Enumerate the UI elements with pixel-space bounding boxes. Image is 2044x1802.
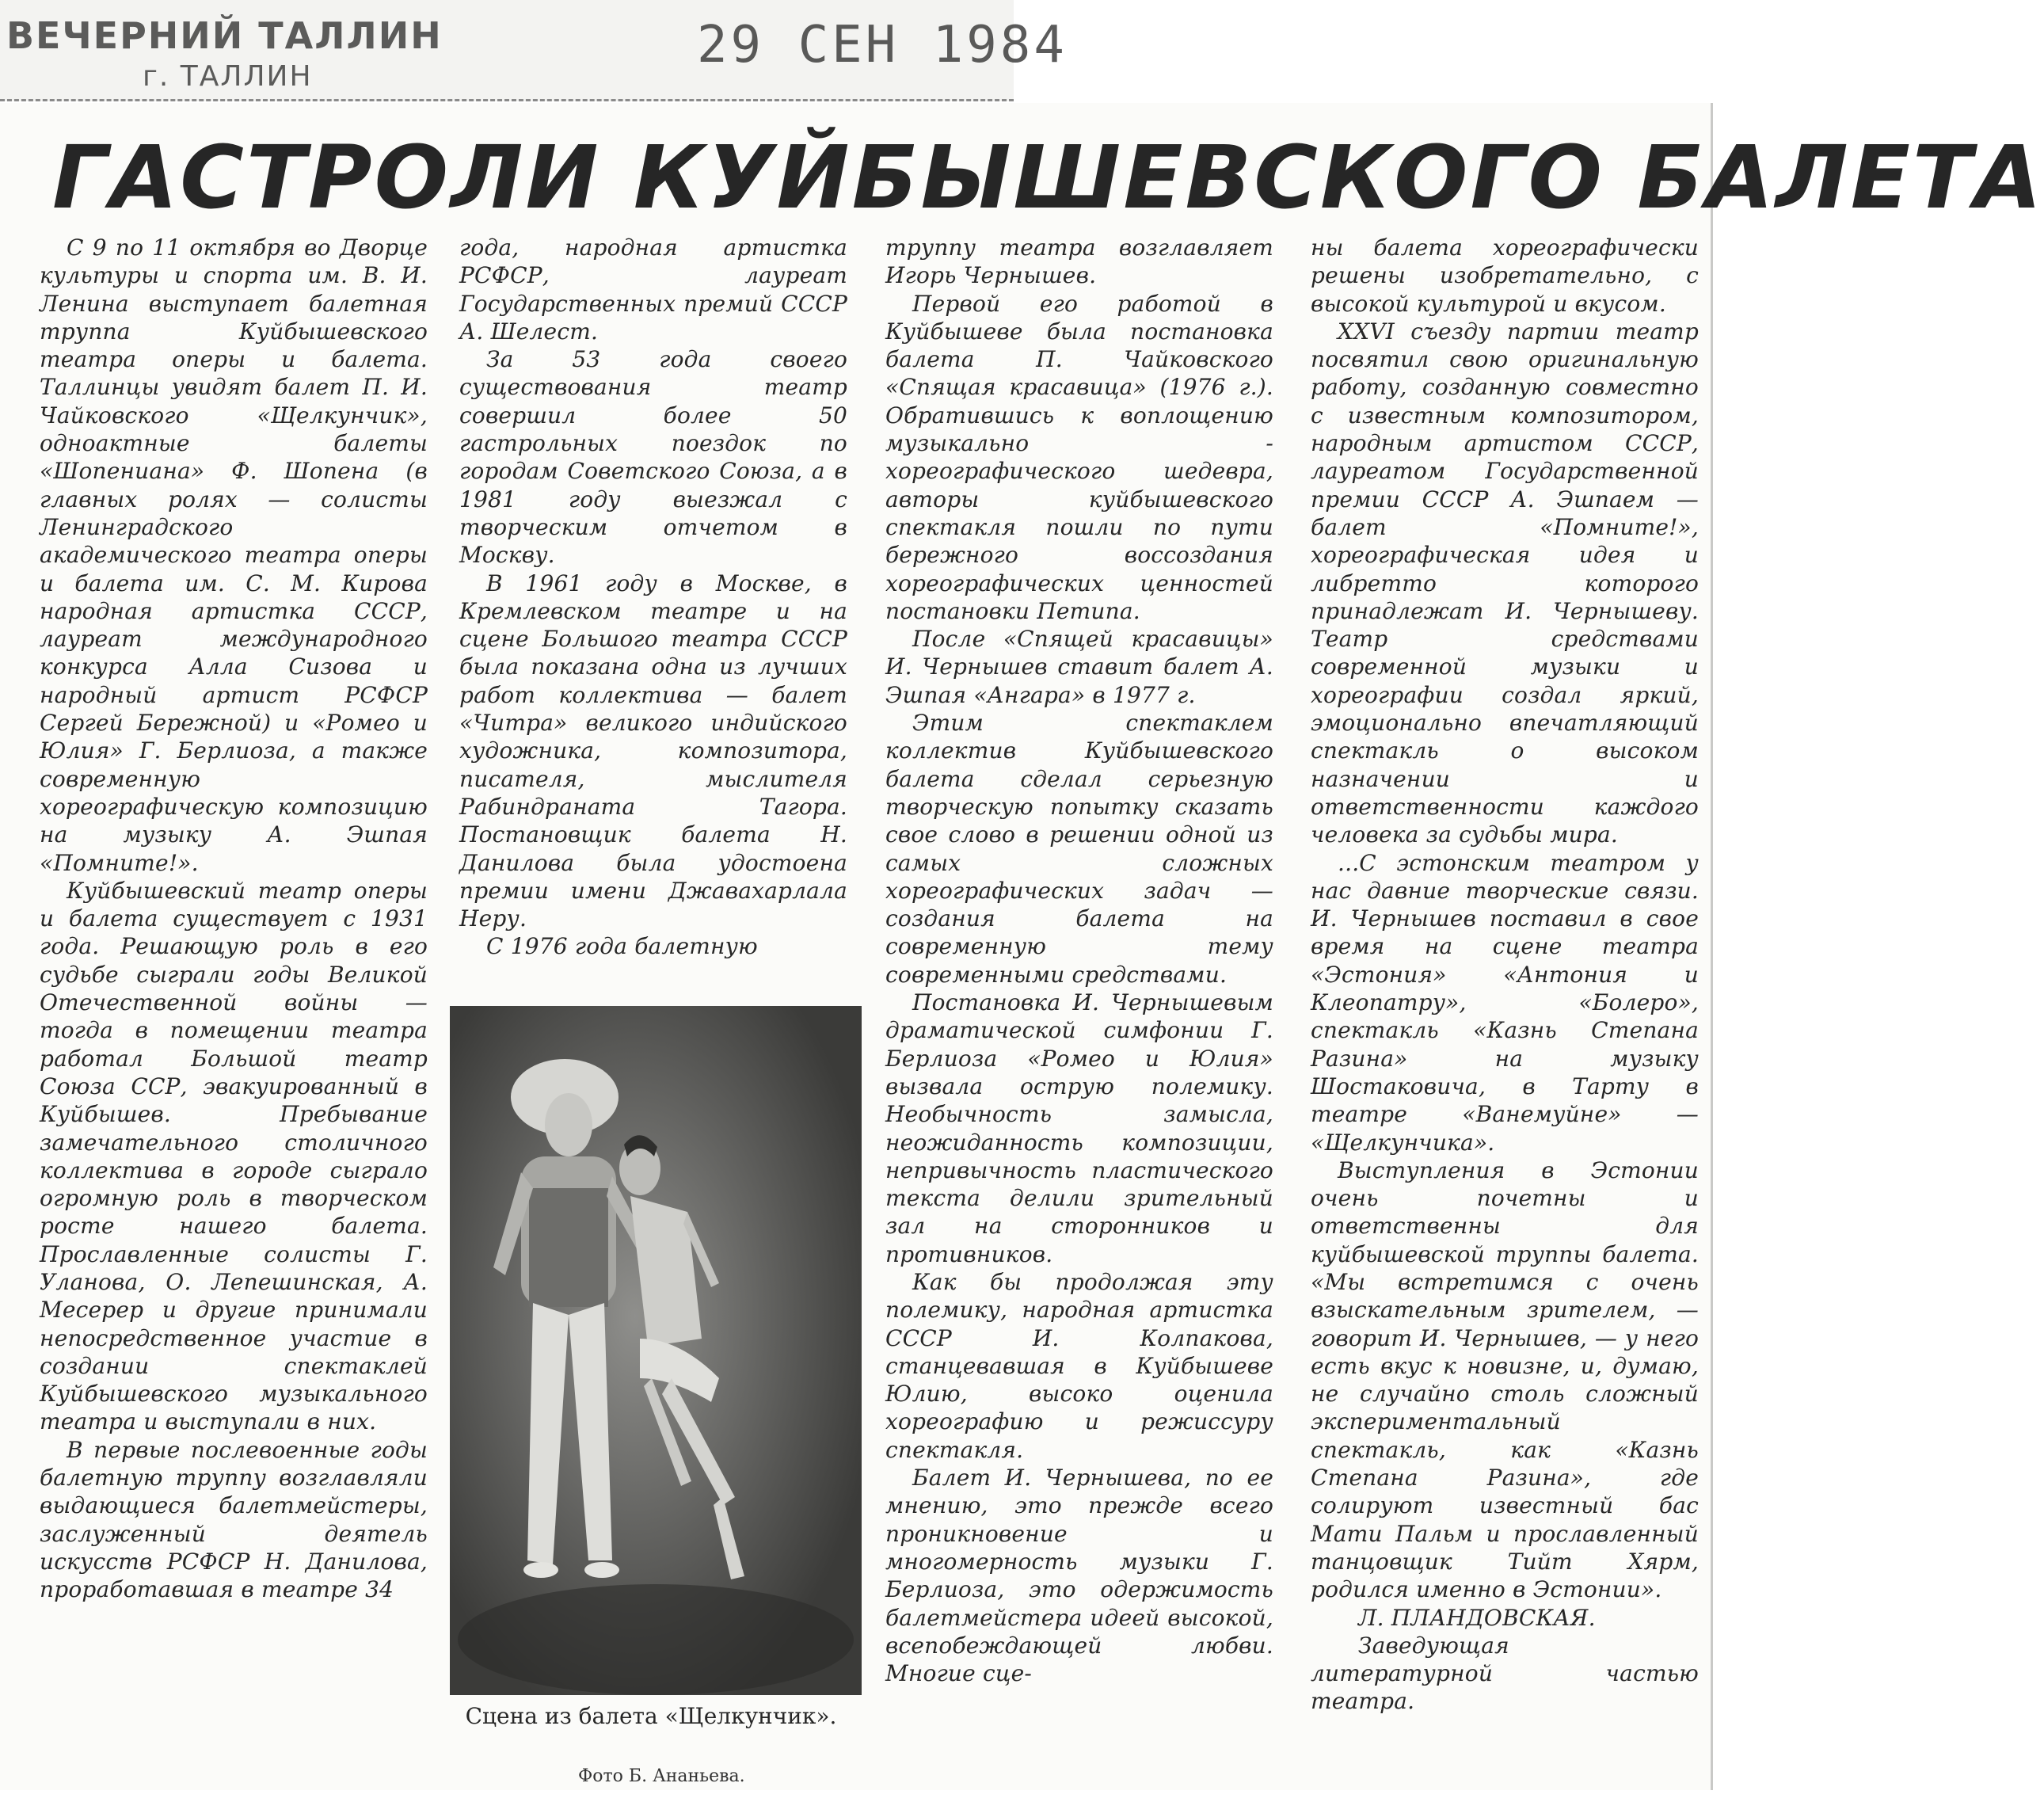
ballet-dancers-illustration	[450, 1006, 862, 1695]
photo-caption: Сцена из балета «Щелкунчик».	[465, 1703, 837, 1729]
paragraph: Куйбышевский театр оперы и балета существует с 1931 года. Решающую роль в его судьбе сыграли годы Великой Отечественной войны — тогда в помещении театра работал Большой театр Союза ССР, эвакуированный в Куйбышев. Пребывание замечательного столичного коллектива в городе сыграло огромную роль в творческом росте нашего балета. Прославленные солисты Г. Уланова, О. Лепешинская, А. Месерер и другие принимали непосредственное участие в создании спектаклей Куйбышевского музыкального театра и выступали в них.	[40, 877, 428, 1435]
paragraph: С 1976 года балетную	[486, 933, 758, 960]
paragraph: Постановка И. Чернышевым драматической симфонии Г. Берлиоза «Ромео и Юлия» вызвала острую полемику. Необычность замысла, неожиданность композиции, непривычность пластического текста делили зрительный зал на сторонников и противников.	[885, 989, 1273, 1267]
article-column-4	[1311, 234, 1699, 1778]
paragraph: В 1961 году в Москве, в Кремлевском театре и на сцене Большого театра СССР была показана одна из лучших работ коллектива — балет «Читра» великого индийского художника, композитора, писателя, мыслителя Рабиндраната Тагора. Постановщик балета Н. Данилова была удостоена премии имени Джавахарлала Неру.	[459, 570, 847, 932]
newspaper-name: ВЕЧЕРНИЙ ТАЛЛИН	[6, 14, 443, 57]
paragraph: Первой его работой в Куйбышеве была постановка балета П. Чайковского «Спящая красавица» (1976 г.). Обратившись к воплощению музыкально - хореографического шедевра, авторы куйбышевского спектакля пошли по пути бережного воссоздания хореографических ценностей постановки Петипа.	[885, 290, 1273, 624]
paragraph: С 9 по 11 октября во Дворце культуры и спорта им. В. И. Ленина выступает балетная труппа Куйбышевского театра оперы и балета. Таллинцы увидят балет П. И. Чайковского «Щелкунчик», одноактные балеты «Шопениана» Ф. Шопена (в главных ролях — солисты Ленинградского академического театра оперы и балета им. С. М. Кирова народная артистка СССР, лауреат международного конкурса Алла Сизова и народный артист РСФСР Сергей Бережной) и «Ромео и Юлия» Г. Берлиоза, а также современную хореографическую композицию на музыку А. Эшпая «Помните!».	[40, 234, 428, 876]
author-role: Заведующая литературной частью театра.	[1311, 1632, 1699, 1715]
paragraph: После «Спящей красавицы» И. Чернышев ставит балет А. Эшпая «Ангара» в 1977 г.	[885, 626, 1273, 708]
paragraph: труппу театра возглавляет Игорь Чернышев.	[885, 234, 1273, 289]
clipping-date: 29 СЕН 1984	[697, 16, 1068, 74]
paragraph: ...С эстонским театром у нас давние творческие связи. И. Чернышев поставил в свое время на сцене театра «Эстония» «Антония и Клеопатру», «Болеро», спектакль «Казнь Степана Разина» на музыку Шостаковича, в Тарту в театре «Ванемуйне» — «Щелкунчика».	[1311, 849, 1699, 1156]
newspaper-city: г. ТАЛЛИН	[143, 60, 313, 93]
paragraph: ны балета хореографически решены изобретательно, с высокой культурой и вкусом.	[1311, 234, 1699, 317]
clipping-stamp	[0, 0, 1068, 101]
paragraph: Балет И. Чернышева, по ее мнению, это прежде всего проникновение и многомерность музыки Г. Берлиоза, это одержимость балетмейстера идеей высокой, всепобеждающей любви. Многие сце-	[885, 1465, 1273, 1687]
author-signature: Л. ПЛАНДОВСКАЯ.	[1358, 1604, 1596, 1631]
paragraph: года, народная артистка РСФСР, лауреат Государственных премий СССР А. Шелест.	[459, 234, 847, 345]
paragraph: Выступления в Эстонии очень почетны и ответственны для куйбышевской труппы балета. «Мы встретимся с очень взыскательным зрителем, — говорит И. Чернышев, — у него есть вкус к новизне, и, думаю, не случайно столь сложный экспериментальный спектакль, как «Казнь Степана Разина», где солируют известный бас Мати Пальм и прославленный танцовщик Тийт Хярм, родился именно в Эстонии».	[1311, 1156, 1699, 1603]
ballet-photo	[450, 1006, 862, 1695]
photo-credit: Фото Б. Ананьева.	[578, 1766, 745, 1786]
paragraph: Как бы продолжая эту полемику, народная артистка СССР И. Колпакова, станцевавшая в Куйбышеве Юлию, высоко оценила хореографию и режиссуру спектакля.	[885, 1268, 1273, 1463]
newspaper-clipping	[0, 103, 2044, 1790]
paragraph: За 53 года своего существования театр совершил более 50 гастрольных поездок по городам Советского Союза, а в 1981 году выезжал с творческим отчетом в Москву.	[459, 346, 847, 569]
paragraph: Этим спектаклем коллектив Куйбышевского балета сделал серьезную творческую попытку сказать свое слово в решении одной из самых сложных хореографических задач — создания балета на современную тему современными средствами.	[885, 710, 1273, 988]
paragraph: XXVI съезду партии театр посвятил свою оригинальную работу, созданную совместно с известным композитором, народным артистом СССР, лауреатом Государственной премии СССР А. Эшпаем — балет «Помните!», хореографическая идея и либретто которого принадлежат И. Чернышеву. Театр средствами современной музыки и хореографии создал яркий, эмоционально впечатляющий спектакль о высоком назначении и ответственности каждого человека за судьбы мира.	[1311, 318, 1699, 848]
article-column-3	[885, 234, 1273, 1778]
article-headline: ГАСТРОЛИ КУЙБЫШЕВСКОГО БАЛЕТА	[52, 127, 2044, 228]
article-column-1	[40, 234, 428, 1778]
paragraph: В первые послевоенные годы балетную труппу возглавляли выдающиеся балетмейстеры, заслуженный деятель искусств РСФСР Н. Данилова, проработавшая в театре 34	[40, 1436, 428, 1603]
